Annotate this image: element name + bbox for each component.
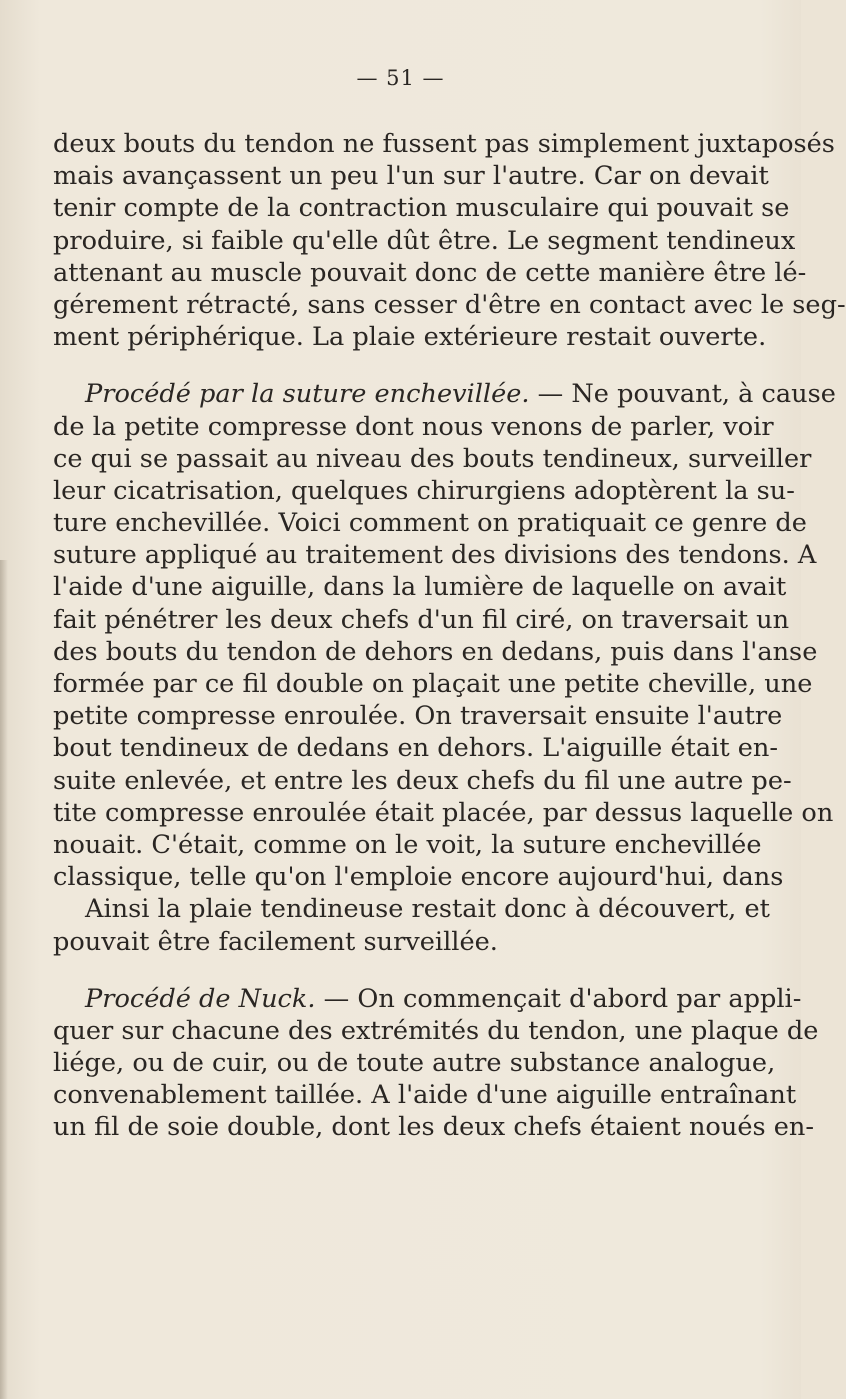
text-line: suture appliqué au traitement des divisions des tendons. A	[53, 540, 817, 571]
paragraph-1	[53, 128, 846, 353]
text-line: convenablement taillée. A l'aide d'une aiguille entraînant	[53, 1080, 797, 1111]
text-line: tenir compte de la contraction musculaire qui pouvait se	[53, 193, 790, 224]
paragraph-procede-de-nuck	[53, 983, 819, 1144]
heading-continuation: — Ne pouvant, à cause	[529, 379, 836, 410]
section-heading-line	[53, 378, 836, 410]
binding-shadow	[0, 560, 8, 1399]
section-heading: Procédé de Nuck.	[85, 983, 316, 1014]
text-line: quer sur chacune des extrémités du tendon, une plaque de	[53, 1015, 819, 1046]
paragraph-3	[53, 893, 770, 957]
text-line: l'aide d'une aiguille, dans la lumière de laquelle on avait	[53, 572, 787, 603]
paragraph-suture-enchevillee	[53, 378, 836, 893]
text-line: Ainsi la plaie tendineuse restait donc à découvert, et	[85, 894, 770, 925]
text-line: formée par ce fil double on plaçait une petite cheville, une	[53, 669, 813, 699]
text-line: un fil de soie double, dont les deux chefs étaient noués en-	[53, 1112, 815, 1143]
text-line: produire, si faible qu'elle dût être. Le segment tendineux	[53, 225, 796, 256]
text-line: mais avançassent un peu l'un sur l'autre. Car on devait	[53, 161, 769, 192]
text-line: ment périphérique. La plaie extérieure restait ouverte.	[53, 322, 767, 353]
text-line: suite enlevée, et entre les deux chefs du fil une autre pe-	[53, 765, 792, 796]
heading-continuation: — On commençait d'abord par appli-	[315, 983, 802, 1014]
text-line: pouvait être facilement surveillée.	[53, 926, 498, 957]
text-line: liége, ou de cuir, ou de toute autre substance analogue,	[53, 1048, 776, 1079]
page-number: — 51 —	[356, 66, 445, 90]
text-line: tite compresse enroulée était placée, par dessus laquelle on	[53, 797, 834, 828]
text-line: bout tendineux de dedans en dehors. L'aiguille était en-	[53, 733, 779, 764]
text-line: petite compresse enroulée. On traversait ensuite l'autre	[53, 701, 783, 732]
body-text	[53, 128, 846, 1144]
section-heading: Procédé par la suture enchevillée.	[85, 379, 530, 410]
text-line: des bouts du tendon de dehors en dedans, puis dans l'anse	[53, 636, 818, 667]
text-line: ture enchevillée. Voici comment on pratiquait ce genre de	[53, 508, 807, 539]
text-line: nouait. C'était, comme on le voit, la suture enchevillée	[53, 829, 762, 860]
text-line: ce qui se passait au niveau des bouts tendineux, surveiller	[53, 443, 812, 474]
text-line: fait pénétrer les deux chefs d'un fil ciré, on traversait un	[53, 604, 790, 635]
text-line: deux bouts du tendon ne fussent pas simplement juxtaposés	[53, 129, 835, 159]
text-line: leur cicatrisation, quelques chirurgiens adoptèrent la su-	[53, 475, 795, 506]
text-line: de la petite compresse dont nous venons de parler, voir	[53, 411, 774, 442]
text-line: gérement rétracté, sans cesser d'être en contact avec le seg-	[53, 289, 846, 320]
text-line: classique, telle qu'on l'emploie encore aujourd'hui, dans	[53, 862, 784, 893]
section-heading-line	[53, 983, 802, 1015]
text-line: attenant au muscle pouvait donc de cette manière être lé-	[53, 257, 807, 288]
